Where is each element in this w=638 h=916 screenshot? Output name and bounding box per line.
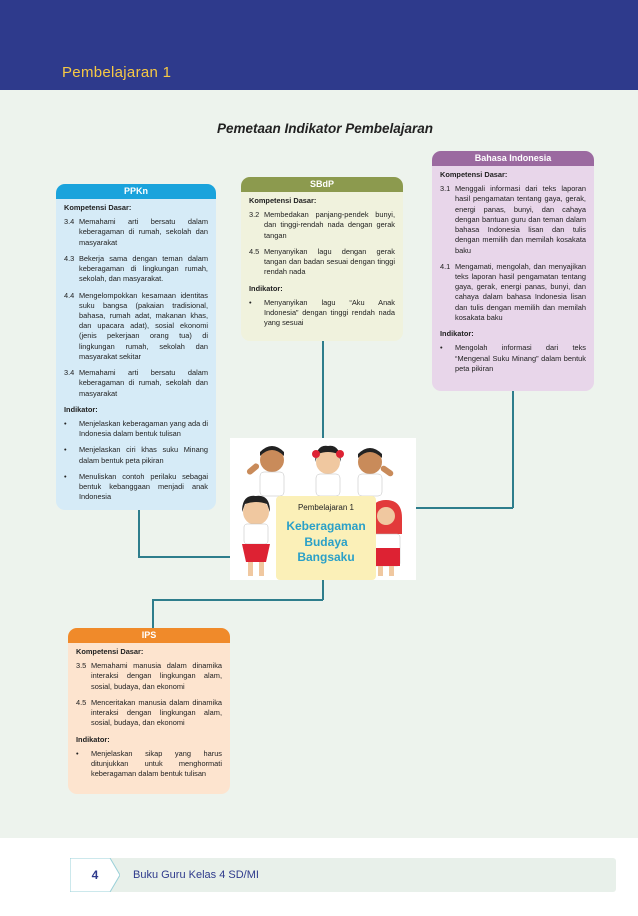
connector-ppkn-v <box>138 510 140 557</box>
center-title <box>276 519 376 566</box>
kd-item: 3.4 Memahami arti bersatu dalam keberagaman di rumah, sekolah dan masyarakat <box>64 368 208 398</box>
indicator-item: • Menjelaskan sikap yang harus ditunjukkan untuk menghormati keberagaman dalam bentuk tulisan <box>76 748 222 779</box>
connector-ips-drop <box>152 599 154 629</box>
ips-indicator-label: Indikator: <box>76 734 110 744</box>
kd-item: 4.3 Bekerja sama dengan teman dalam keberagaman di lingkungan rumah, sekolah, dan masyarakat. <box>64 253 208 284</box>
bind-kd-label: Kompetensi Dasar: <box>440 170 508 179</box>
sbdp-indicator-label: Indikator: <box>249 283 283 293</box>
sbdp-card <box>241 177 403 341</box>
ppkn-card-title: PPKn <box>56 184 216 199</box>
center-title-line: Keberagaman <box>286 519 366 533</box>
ppkn-kd-label: Kompetensi Dasar: <box>64 203 132 212</box>
kid-back-left <box>246 446 284 496</box>
ips-kd-label: Kompetensi Dasar: <box>76 647 144 656</box>
page-number: 4 <box>91 868 99 882</box>
connector-ips-v <box>322 580 324 600</box>
bahasa-indonesia-card-title: Bahasa Indonesia <box>432 151 594 166</box>
center-title-line: Bangsaku <box>297 550 355 565</box>
ppkn-card <box>56 184 216 510</box>
footer-book-title: Buku Guru Kelas 4 SD/MI <box>133 869 259 881</box>
bind-indicator-label: Indikator: <box>440 329 474 339</box>
kid-back-middle <box>312 446 344 496</box>
ppkn-indicator-label: Indikator: <box>64 404 98 414</box>
ips-card <box>68 628 230 794</box>
kd-item: 4.5 Menceritakan manusia dalam dinamika interaksi dengan lingkungan alam, sosial, budaya, dan ekonomi <box>76 697 222 728</box>
sbdp-kd-label: Kompetensi Dasar: <box>249 196 317 205</box>
connector-ips-h <box>152 599 323 601</box>
indicator-item: • Menuliskan contoh perilaku sebagai bentuk kebanggaan menjadi anak Indonesia <box>64 471 208 502</box>
kd-item: 3.1 Menggali informasi dari teks laporan hasil pengamatan tentang gaya, gerak, energi panas, bunyi, dan cahaya dengan bantuan guru dan teman dalam bahasa Indonesia lisan dan tulis dengan memilih dan memilah kosakata baku <box>440 184 586 255</box>
bahasa-indonesia-card <box>432 151 594 391</box>
kd-item: 4.4 Mengelompokkan kesamaan identitas suku bangsa (pakaian tradisional, bahasa, rumah adat, makanan khas, dan upacara adat), sosial ekonomi (jenis pekerjaan orang tua) di lingkungan rumah, sekolah dan masyarakat sekitar <box>64 290 208 361</box>
kid-front-left <box>242 496 270 576</box>
connector-bind-h <box>416 507 513 509</box>
sbdp-card-title: SBdP <box>241 177 403 192</box>
ips-card-title: IPS <box>68 628 230 643</box>
indicator-item: • Menjelaskan keberagaman yang ada di Indonesia dalam bentuk tulisan <box>64 418 209 439</box>
kd-item: 3.2 Membedakan panjang-pendek bunyi, dan tinggi-rendah nada dengan gerak tangan <box>249 210 395 240</box>
kd-item: 4.5 Menyanyikan lagu dengan gerak tangan dan badan sesuai dengan tinggi rendah nada <box>249 246 395 277</box>
indicator-item: • Menjelaskan ciri khas suku Minang dalam bentuk peta pikiran <box>64 445 208 465</box>
indicator-item: • Menyanyikan lagu “Aku Anak Indonesia” dengan tinggi rendah nada yang sesuai <box>249 297 395 328</box>
lesson-title: Pembelajaran 1 <box>62 64 172 81</box>
kid-back-right <box>358 448 394 496</box>
center-title-line: Budaya <box>304 534 348 549</box>
center-subtitle: Pembelajaran 1 <box>297 503 355 512</box>
kd-item: 3.5 Memahami manusia dalam dinamika interaksi dengan lingkungan alam, sosial, budaya, dan ekonomi <box>76 661 222 691</box>
connector-bind-v <box>512 391 514 508</box>
kd-item: 4.1 Mengamati, mengolah, dan menyajikan teks laporan hasil pengamatan tentang gaya, gerak, energi panas, bunyi, dan cahaya dalam bahasa Indonesia lisan dan tulis dengan memilih dan memilah kosakata baku <box>440 261 586 322</box>
map-title: Pemetaan Indikator Pembelajaran <box>216 121 434 136</box>
indicator-item: • Mengolah informasi dari teks “Mengenal Suku Minang” dalam bentuk peta pikiran <box>440 343 586 373</box>
kd-item: 3.4 Memahami arti bersatu dalam keberagaman di rumah, sekolah dan masyarakat <box>64 217 208 247</box>
connector-sbdp <box>322 341 324 439</box>
connector-ppkn-h <box>138 556 232 558</box>
